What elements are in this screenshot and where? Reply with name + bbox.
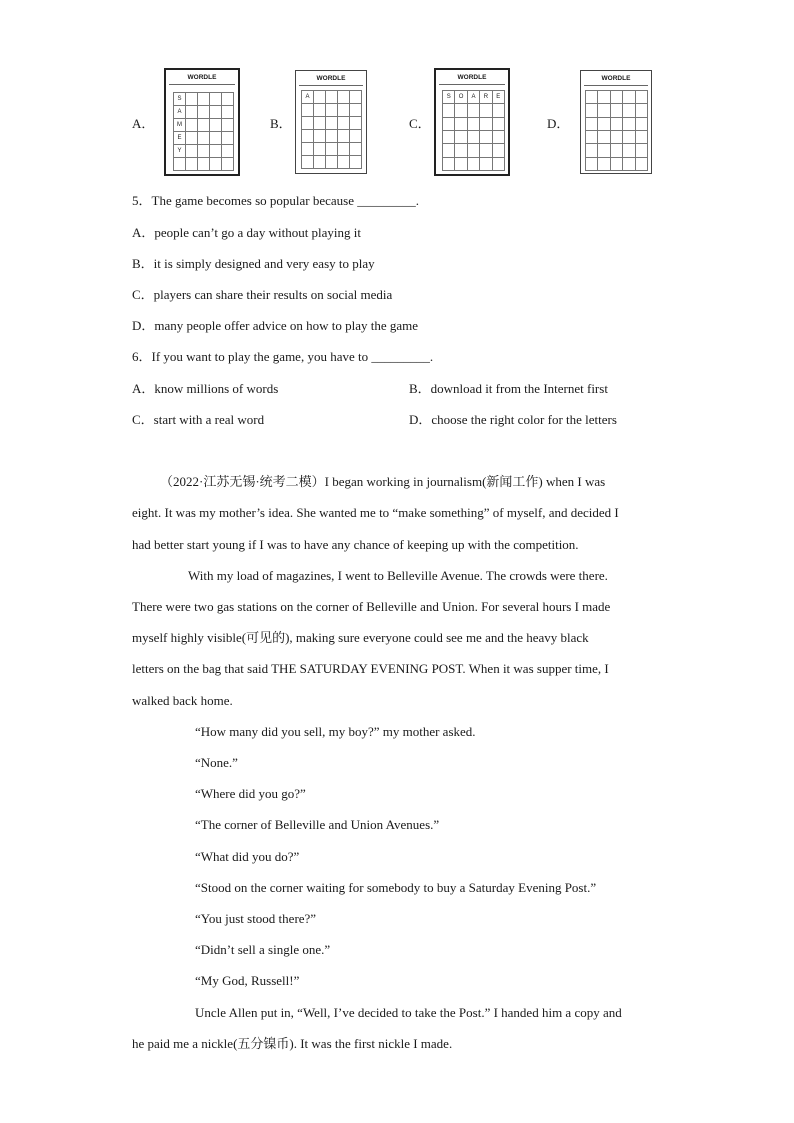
wordle-cell xyxy=(598,158,610,171)
wordle-cell xyxy=(480,144,492,157)
wordle-cell xyxy=(455,118,467,131)
wordle-cell xyxy=(636,131,648,144)
wordle-cell xyxy=(350,117,362,130)
wordle-cell xyxy=(455,131,467,144)
wordle-cell xyxy=(611,91,623,104)
q5-option-d: D．many people offer advice on how to play the game xyxy=(132,318,419,333)
wordle-cell xyxy=(314,143,326,156)
wordle-grid xyxy=(301,90,362,169)
wordle-cell xyxy=(186,158,198,171)
wordle-cell xyxy=(586,104,598,117)
wordle-cell xyxy=(314,117,326,130)
wordle-cell xyxy=(623,144,635,157)
passage-p2-line1: With my load of magazines, I went to Belleville Avenue. The crowds were there. xyxy=(188,568,608,583)
wordle-cell: E xyxy=(174,132,186,145)
wordle-cell xyxy=(598,104,610,117)
wordle-cell xyxy=(326,104,338,117)
wordle-cell xyxy=(198,119,210,132)
wordle-image-b xyxy=(295,70,367,174)
wordle-cell xyxy=(186,106,198,119)
wordle-cell: A xyxy=(468,91,480,104)
wordle-cell xyxy=(326,130,338,143)
q6-stem: 6．If you want to play the game, you have to _________. xyxy=(132,349,434,364)
wordle-cell xyxy=(480,131,492,144)
passage-p1-line3: had better start young if I was to have any chance of keeping up with the competition. xyxy=(132,537,579,552)
wordle-title: WORDLE xyxy=(169,72,235,85)
wordle-grid xyxy=(173,92,234,171)
wordle-cell xyxy=(326,117,338,130)
wordle-cell xyxy=(623,91,635,104)
wordle-cell xyxy=(611,118,623,131)
wordle-cell xyxy=(338,91,350,104)
wordle-cell xyxy=(198,93,210,106)
wordle-cell: R xyxy=(480,91,492,104)
wordle-cell xyxy=(350,130,362,143)
wordle-cell xyxy=(302,117,314,130)
wordle-cell: A xyxy=(174,106,186,119)
dialogue-line: “Didn’t sell a single one.” xyxy=(195,942,331,957)
wordle-cell xyxy=(586,91,598,104)
wordle-cell xyxy=(350,143,362,156)
wordle-cell xyxy=(222,158,234,171)
wordle-cell xyxy=(302,104,314,117)
wordle-cell xyxy=(210,132,222,145)
wordle-cell xyxy=(222,132,234,145)
wordle-cell: S xyxy=(443,91,455,104)
dialogue-line: “What did you do?” xyxy=(195,849,300,864)
dialogue-line: “Where did you go?” xyxy=(195,786,306,801)
wordle-cell xyxy=(210,106,222,119)
wordle-cell xyxy=(586,158,598,171)
wordle-cell xyxy=(611,158,623,171)
wordle-cell: A xyxy=(302,91,314,104)
wordle-cell: O xyxy=(455,91,467,104)
q6-option-b: B．download it from the Internet first xyxy=(409,381,608,396)
wordle-cell xyxy=(210,119,222,132)
passage-p2-line5: walked back home. xyxy=(132,693,233,708)
wordle-cell xyxy=(623,104,635,117)
wordle-cell xyxy=(468,158,480,171)
wordle-cell xyxy=(210,145,222,158)
q5-stem: 5．The game becomes so popular because _________. xyxy=(132,193,420,208)
wordle-title: WORDLE xyxy=(299,73,363,86)
wordle-cell xyxy=(455,144,467,157)
dialogue-line: “None.” xyxy=(195,755,238,770)
wordle-cell xyxy=(493,131,505,144)
wordle-cell xyxy=(314,156,326,169)
wordle-cell xyxy=(350,104,362,117)
wordle-cell xyxy=(636,91,648,104)
wordle-cell xyxy=(174,158,186,171)
wordle-cell xyxy=(338,117,350,130)
wordle-cell xyxy=(468,131,480,144)
dialogue-line: “Stood on the corner waiting for somebody to buy a Saturday Evening Post.” xyxy=(195,880,597,895)
wordle-cell xyxy=(314,91,326,104)
wordle-cell xyxy=(198,106,210,119)
q6-option-a: A．know millions of words xyxy=(132,381,279,396)
wordle-title: WORDLE xyxy=(584,73,648,86)
wordle-cell xyxy=(326,156,338,169)
wordle-cell: S xyxy=(174,93,186,106)
wordle-cell xyxy=(222,145,234,158)
wordle-grid xyxy=(585,90,648,171)
wordle-cell xyxy=(611,144,623,157)
wordle-cell xyxy=(598,118,610,131)
option-b-label: B． xyxy=(270,116,292,131)
wordle-image-a xyxy=(164,68,240,176)
wordle-cell xyxy=(443,118,455,131)
dialogue-line: “My God, Russell!” xyxy=(195,973,300,988)
passage-p2-line2: There were two gas stations on the corner of Belleville and Union. For several hours I made xyxy=(132,599,611,614)
wordle-cell xyxy=(338,156,350,169)
wordle-cell xyxy=(314,104,326,117)
wordle-cell xyxy=(338,104,350,117)
option-a-label: A． xyxy=(132,116,155,131)
wordle-image-d xyxy=(580,70,652,174)
wordle-cell xyxy=(210,93,222,106)
q5-option-c: C．players can share their results on social media xyxy=(132,287,393,302)
wordle-cell xyxy=(443,131,455,144)
passage-p2-line3: myself highly visible(可见的), making sure everyone could see me and the heavy black xyxy=(132,630,589,645)
wordle-cell xyxy=(338,143,350,156)
wordle-cell xyxy=(338,130,350,143)
q5-option-b: B．it is simply designed and very easy to play xyxy=(132,256,375,271)
option-d-label: D． xyxy=(547,116,570,131)
option-c-label: C． xyxy=(409,116,431,131)
wordle-cell xyxy=(198,132,210,145)
wordle-cell xyxy=(493,104,505,117)
wordle-cell xyxy=(598,131,610,144)
q6-option-d: D．choose the right color for the letters xyxy=(409,412,617,427)
passage-p1-line1: （2022·江苏无锡·统考二模）I began working in journalism(新闻工作) when I was xyxy=(160,474,606,489)
wordle-cell xyxy=(636,118,648,131)
wordle-cell xyxy=(468,104,480,117)
passage-p1-line2: eight. It was my mother’s idea. She wanted me to “make something” of myself, and decided I xyxy=(132,505,619,520)
wordle-cell xyxy=(222,93,234,106)
wordle-cell xyxy=(198,158,210,171)
wordle-cell: E xyxy=(493,91,505,104)
wordle-cell: Y xyxy=(174,145,186,158)
wordle-cell xyxy=(480,118,492,131)
dialogue-line: “How many did you sell, my boy?” my mother asked. xyxy=(195,724,476,739)
wordle-cell xyxy=(623,131,635,144)
wordle-cell xyxy=(480,104,492,117)
wordle-cell xyxy=(468,144,480,157)
dialogue-line: “You just stood there?” xyxy=(195,911,317,926)
wordle-cell xyxy=(586,144,598,157)
wordle-cell xyxy=(636,104,648,117)
wordle-cell xyxy=(623,158,635,171)
wordle-cell xyxy=(350,91,362,104)
wordle-cell xyxy=(210,158,222,171)
wordle-cell xyxy=(636,158,648,171)
wordle-cell: M xyxy=(174,119,186,132)
wordle-cell xyxy=(468,118,480,131)
wordle-title: WORDLE xyxy=(439,72,505,85)
wordle-cell xyxy=(493,118,505,131)
wordle-cell xyxy=(326,143,338,156)
wordle-cell xyxy=(443,144,455,157)
wordle-cell xyxy=(222,119,234,132)
wordle-image-c xyxy=(434,68,510,176)
wordle-cell xyxy=(186,132,198,145)
wordle-cell xyxy=(302,156,314,169)
wordle-cell xyxy=(623,118,635,131)
wordle-cell xyxy=(186,93,198,106)
passage-p3-line1: Uncle Allen put in, “Well, I’ve decided to take the Post.” I handed him a copy and xyxy=(195,1005,622,1020)
wordle-cell xyxy=(326,91,338,104)
wordle-cell xyxy=(186,119,198,132)
wordle-cell xyxy=(443,158,455,171)
wordle-cell xyxy=(611,104,623,117)
wordle-cell xyxy=(493,144,505,157)
q6-option-c: C．start with a real word xyxy=(132,412,265,427)
wordle-cell xyxy=(302,130,314,143)
wordle-cell xyxy=(586,118,598,131)
wordle-cell xyxy=(198,145,210,158)
wordle-cell xyxy=(636,144,648,157)
passage-p3-line2: he paid me a nickle(五分镍币). It was the first nickle I made. xyxy=(132,1036,453,1051)
wordle-cell xyxy=(455,158,467,171)
wordle-cell xyxy=(314,130,326,143)
wordle-cell xyxy=(586,131,598,144)
dialogue-line: “The corner of Belleville and Union Avenues.” xyxy=(195,817,440,832)
wordle-cell xyxy=(455,104,467,117)
wordle-cell xyxy=(598,91,610,104)
wordle-cell xyxy=(611,131,623,144)
wordle-cell xyxy=(480,158,492,171)
passage-p2-line4: letters on the bag that said THE SATURDAY EVENING POST. When it was supper time, I xyxy=(132,661,609,676)
wordle-cell xyxy=(186,145,198,158)
wordle-cell xyxy=(302,143,314,156)
wordle-cell xyxy=(598,144,610,157)
wordle-cell xyxy=(222,106,234,119)
q5-option-a: A．people can’t go a day without playing it xyxy=(132,225,362,240)
wordle-cell xyxy=(443,104,455,117)
wordle-grid xyxy=(442,90,505,171)
wordle-cell xyxy=(350,156,362,169)
wordle-cell xyxy=(493,158,505,171)
